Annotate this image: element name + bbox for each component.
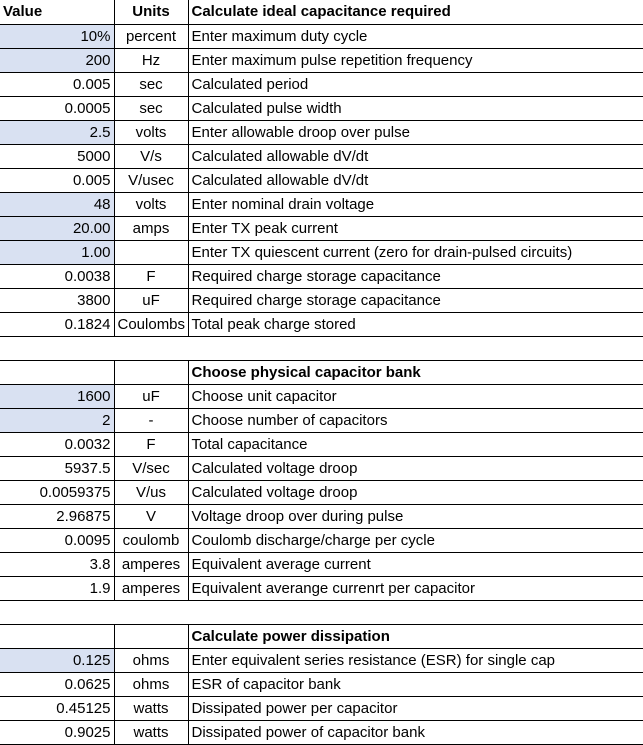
value-cell[interactable]: 0.0005 xyxy=(0,96,114,120)
value-cell[interactable]: 2.96875 xyxy=(0,504,114,528)
unit-cell[interactable]: Hz xyxy=(114,48,188,72)
unit-cell[interactable]: Coulombs xyxy=(114,312,188,336)
description-cell[interactable]: Total capacitance xyxy=(188,432,643,456)
empty-cell[interactable] xyxy=(0,624,114,648)
value-cell[interactable]: 0.0059375 xyxy=(0,480,114,504)
description-cell[interactable]: Equivalent averange currenrt per capacitor xyxy=(188,576,643,600)
table-row xyxy=(0,576,643,600)
value-cell[interactable]: 0.005 xyxy=(0,72,114,96)
value-cell[interactable]: 0.45125 xyxy=(0,696,114,720)
unit-cell[interactable]: V/usec xyxy=(114,168,188,192)
unit-cell[interactable]: uF xyxy=(114,288,188,312)
empty-cell[interactable] xyxy=(188,600,643,624)
description-cell[interactable]: Equivalent average current xyxy=(188,552,643,576)
empty-cell[interactable] xyxy=(0,600,114,624)
unit-cell[interactable]: V/us xyxy=(114,480,188,504)
unit-cell[interactable]: F xyxy=(114,264,188,288)
description-cell[interactable]: Dissipated power of capacitor bank xyxy=(188,720,643,744)
empty-cell[interactable] xyxy=(114,336,188,360)
table-row xyxy=(0,432,643,456)
description-cell[interactable]: Total peak charge stored xyxy=(188,312,643,336)
table-row xyxy=(0,408,643,432)
table-row xyxy=(0,24,643,48)
unit-cell[interactable]: V xyxy=(114,504,188,528)
description-cell[interactable]: Enter TX peak current xyxy=(188,216,643,240)
empty-cell[interactable] xyxy=(0,336,114,360)
description-cell[interactable]: Coulomb discharge/charge per cycle xyxy=(188,528,643,552)
section-title-row xyxy=(0,360,643,384)
section-title-capacitance[interactable]: Calculate ideal capacitance required xyxy=(188,0,643,24)
description-cell[interactable]: Enter TX quiescent current (zero for drain-pulsed circuits) xyxy=(188,240,643,264)
description-cell[interactable]: Calculated period xyxy=(188,72,643,96)
description-cell[interactable]: Dissipated power per capacitor xyxy=(188,696,643,720)
empty-cell[interactable] xyxy=(114,624,188,648)
description-cell[interactable]: Calculated pulse width xyxy=(188,96,643,120)
table-row xyxy=(0,480,643,504)
description-cell[interactable]: ESR of capacitor bank xyxy=(188,672,643,696)
unit-cell[interactable]: sec xyxy=(114,96,188,120)
unit-cell[interactable]: coulomb xyxy=(114,528,188,552)
unit-cell[interactable]: volts xyxy=(114,192,188,216)
unit-cell[interactable]: V/s xyxy=(114,144,188,168)
description-cell[interactable]: Required charge storage capacitance xyxy=(188,288,643,312)
unit-cell[interactable]: amperes xyxy=(114,552,188,576)
empty-cell[interactable] xyxy=(0,360,114,384)
value-cell[interactable]: 0.0038 xyxy=(0,264,114,288)
table-row xyxy=(0,720,643,744)
table-row xyxy=(0,312,643,336)
description-cell[interactable]: Calculated voltage droop xyxy=(188,480,643,504)
value-cell[interactable]: 2.5 xyxy=(0,120,114,144)
description-cell[interactable]: Choose unit capacitor xyxy=(188,384,643,408)
value-cell[interactable]: 0.005 xyxy=(0,168,114,192)
unit-cell[interactable]: watts xyxy=(114,696,188,720)
value-cell[interactable]: 2 xyxy=(0,408,114,432)
value-cell[interactable]: 0.125 xyxy=(0,648,114,672)
value-cell[interactable]: 0.0095 xyxy=(0,528,114,552)
header-units[interactable]: Units xyxy=(114,0,188,24)
description-cell[interactable]: Choose number of capacitors xyxy=(188,408,643,432)
table-row xyxy=(0,264,643,288)
description-cell[interactable]: Voltage droop over during pulse xyxy=(188,504,643,528)
value-cell[interactable]: 5000 xyxy=(0,144,114,168)
header-row xyxy=(0,0,643,24)
table-row xyxy=(0,288,643,312)
table-row xyxy=(0,120,643,144)
header-value[interactable]: Value xyxy=(0,0,114,24)
blank-row xyxy=(0,600,643,624)
unit-cell[interactable]: volts xyxy=(114,120,188,144)
section-title-capacitor-bank[interactable]: Choose physical capacitor bank xyxy=(188,360,643,384)
unit-cell[interactable]: V/sec xyxy=(114,456,188,480)
value-cell[interactable]: 0.1824 xyxy=(0,312,114,336)
value-cell[interactable]: 1.00 xyxy=(0,240,114,264)
table-row xyxy=(0,504,643,528)
description-cell[interactable]: Enter nominal drain voltage xyxy=(188,192,643,216)
value-cell[interactable]: 0.0625 xyxy=(0,672,114,696)
unit-cell[interactable]: watts xyxy=(114,720,188,744)
value-cell[interactable]: 0.9025 xyxy=(0,720,114,744)
table-row xyxy=(0,48,643,72)
description-cell[interactable]: Enter allowable droop over pulse xyxy=(188,120,643,144)
value-cell[interactable]: 200 xyxy=(0,48,114,72)
value-cell[interactable]: 5937.5 xyxy=(0,456,114,480)
value-cell[interactable]: 10% xyxy=(0,24,114,48)
section-title-row xyxy=(0,624,643,648)
table-row xyxy=(0,456,643,480)
table-row xyxy=(0,144,643,168)
blank-row xyxy=(0,336,643,360)
description-cell[interactable]: Calculated voltage droop xyxy=(188,456,643,480)
unit-cell[interactable]: ohms xyxy=(114,648,188,672)
table-row xyxy=(0,240,643,264)
empty-cell[interactable] xyxy=(114,600,188,624)
empty-cell[interactable] xyxy=(188,336,643,360)
unit-cell[interactable] xyxy=(114,240,188,264)
unit-cell[interactable]: amps xyxy=(114,216,188,240)
value-cell[interactable]: 1600 xyxy=(0,384,114,408)
unit-cell[interactable]: - xyxy=(114,408,188,432)
table-row xyxy=(0,384,643,408)
table-row xyxy=(0,168,643,192)
value-cell[interactable]: 3800 xyxy=(0,288,114,312)
table-row xyxy=(0,96,643,120)
table-row xyxy=(0,648,643,672)
table-row xyxy=(0,216,643,240)
description-cell[interactable]: Enter maximum duty cycle xyxy=(188,24,643,48)
description-cell[interactable]: Calculated allowable dV/dt xyxy=(188,144,643,168)
section-title-power-dissipation[interactable]: Calculate power dissipation xyxy=(188,624,643,648)
unit-cell[interactable]: uF xyxy=(114,384,188,408)
unit-cell[interactable]: sec xyxy=(114,72,188,96)
description-cell[interactable]: Calculated allowable dV/dt xyxy=(188,168,643,192)
table-row xyxy=(0,672,643,696)
description-cell[interactable]: Enter equivalent series resistance (ESR) for single cap xyxy=(188,648,643,672)
table-row xyxy=(0,192,643,216)
value-cell[interactable]: 1.9 xyxy=(0,576,114,600)
value-cell[interactable]: 0.0032 xyxy=(0,432,114,456)
value-cell[interactable]: 3.8 xyxy=(0,552,114,576)
unit-cell[interactable]: F xyxy=(114,432,188,456)
table-row xyxy=(0,72,643,96)
unit-cell[interactable]: amperes xyxy=(114,576,188,600)
unit-cell[interactable]: percent xyxy=(114,24,188,48)
table-row xyxy=(0,552,643,576)
unit-cell[interactable]: ohms xyxy=(114,672,188,696)
table-row xyxy=(0,528,643,552)
value-cell[interactable]: 48 xyxy=(0,192,114,216)
table-row xyxy=(0,696,643,720)
description-cell[interactable]: Enter maximum pulse repetition frequency xyxy=(188,48,643,72)
value-cell[interactable]: 20.00 xyxy=(0,216,114,240)
empty-cell[interactable] xyxy=(114,360,188,384)
description-cell[interactable]: Required charge storage capacitance xyxy=(188,264,643,288)
